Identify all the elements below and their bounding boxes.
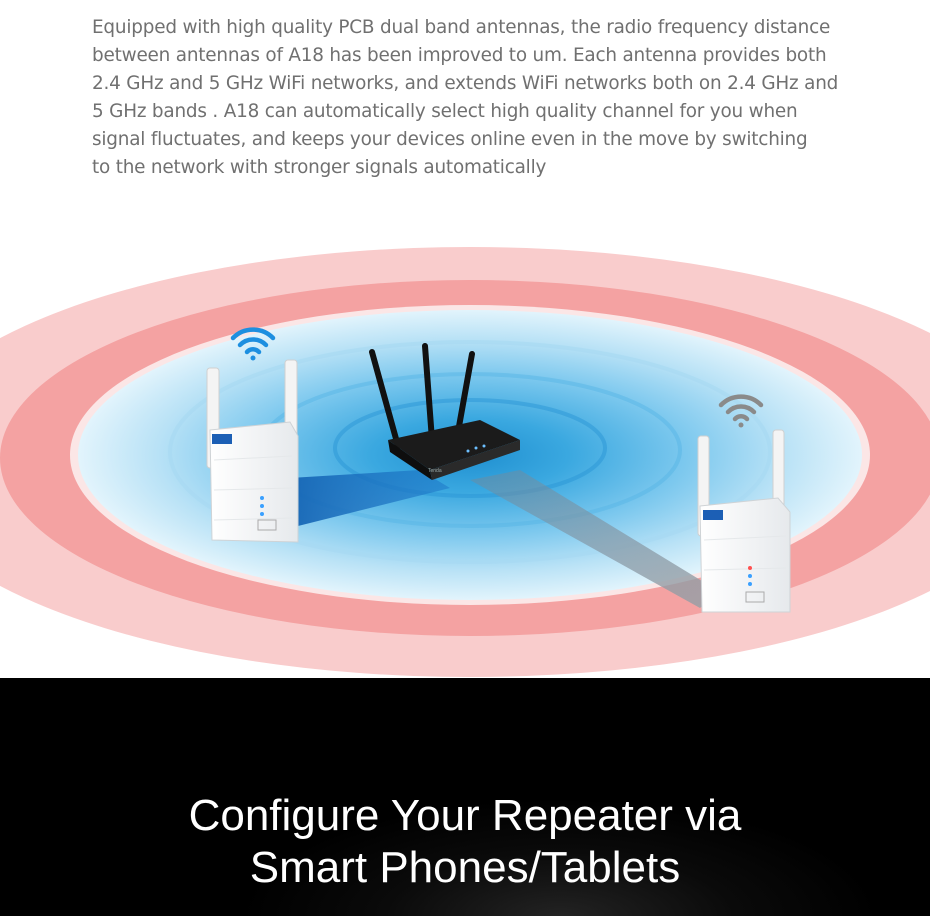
headline-banner xyxy=(0,678,930,916)
headline-line-2: Smart Phones/Tablets xyxy=(249,843,681,892)
description-line: 2.4 GHz and 5 GHz WiFi networks, and extends WiFi networks both on 2.4 GHz and xyxy=(92,73,839,94)
description-line: 5 GHz bands . A18 can automatically select high quality channel for you when xyxy=(92,101,798,122)
product-description xyxy=(92,14,852,182)
description-line: between antennas of A18 has been improved to um. Each antenna provides both xyxy=(92,45,827,66)
headline-line-1: Configure Your Repeater via xyxy=(188,791,742,840)
description-line: Equipped with high quality PCB dual band antennas, the radio frequency distance xyxy=(92,17,831,38)
description-line: signal fluctuates, and keeps your devices online even in the move by switching xyxy=(92,129,808,150)
description-line: to the network with stronger signals automatically xyxy=(92,157,547,178)
svg-text:Tenda: Tenda xyxy=(428,468,442,474)
